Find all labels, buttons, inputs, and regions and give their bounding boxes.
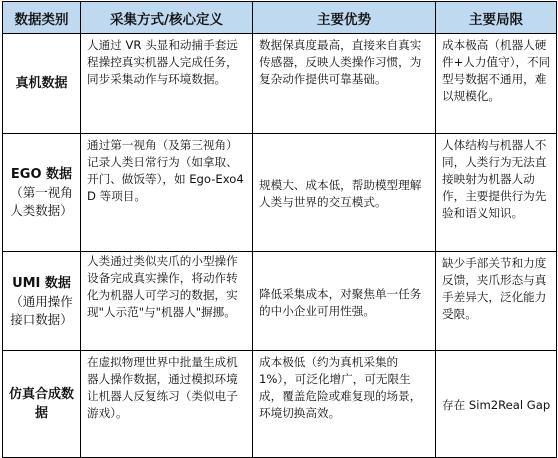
advantage-cell: 规模大、成本低，帮助模型理解人类与世界的交互模式。 (253, 134, 436, 252)
method-cell: 人通过 VR 头显和动捕手套远程操控真实机器人完成任务，同步采集动作与环境数据。 (81, 34, 253, 134)
method-cell: 在虚拟物理世界中批量生成机器人操作数据，通过模拟环境让机器人反复练习（类似电子游戏）。 (81, 351, 253, 458)
data-type-comparison-table (2, 1, 557, 458)
table-row-ego (3, 134, 557, 252)
header-category: 数据类别 (3, 2, 81, 34)
category-name: 真机数据 (15, 76, 68, 91)
header-method: 采集方式/核心定义 (81, 2, 253, 34)
header-limitation: 主要局限 (436, 2, 557, 34)
category-cell (3, 134, 81, 252)
limitation-cell: 成本极高（机器人硬件+人力值守），不同型号数据不通用，难以规模化。 (436, 34, 557, 134)
category-subtitle: （第一视角人类数据） (10, 185, 73, 218)
category-subtitle: （通用操作接口数据） (10, 293, 73, 327)
table-row-simulation (3, 351, 557, 458)
table-header-row (3, 2, 557, 34)
advantage-cell: 降低采集成本，对聚焦单一任务的中小企业可用性强。 (253, 252, 436, 351)
category-cell (3, 351, 81, 458)
method-cell: 人类通过类似夹爪的小型操作设备完成真实操作，将动作转化为机器人可学习的数据，实现"人示范"与"机器人"摒挪。 (81, 252, 253, 351)
category-name: UMI 数据 (12, 275, 71, 291)
limitation-cell: 存在 Sim2Real Gap (436, 351, 557, 458)
comparison-table-container (2, 1, 557, 458)
limitation-cell: 人体结构与机器人不同，人类行为无法直接映射为机器人动作，主要提供行为先验和语义知识。 (436, 134, 557, 252)
category-name: EGO 数据 (10, 167, 73, 182)
advantage-cell: 数据保真度最高，直接来自真实传感器，反映人类操作习惯，为复杂动作提供可靠基础。 (253, 34, 436, 134)
table-row-umi (3, 252, 557, 351)
category-cell (3, 34, 81, 134)
method-cell: 通过第一视角（及第三视角）记录人类日常行为（如拿取、开门、做饭等），如 Ego-Exo4D 等项目。 (81, 134, 253, 252)
category-name: 仿真合成数据 (8, 387, 74, 421)
category-cell (3, 252, 81, 351)
table-row-real-robot (3, 34, 557, 134)
advantage-cell: 成本极低（约为真机采集的 1%），可泛化增广，可无限生成，覆盖危险或难复现的场景，环境切换高效。 (253, 351, 436, 458)
limitation-cell: 缺少手部关节和力度反馈，夹爪形态与真手差异大，泛化能力受限。 (436, 252, 557, 351)
header-advantage: 主要优势 (253, 2, 436, 34)
